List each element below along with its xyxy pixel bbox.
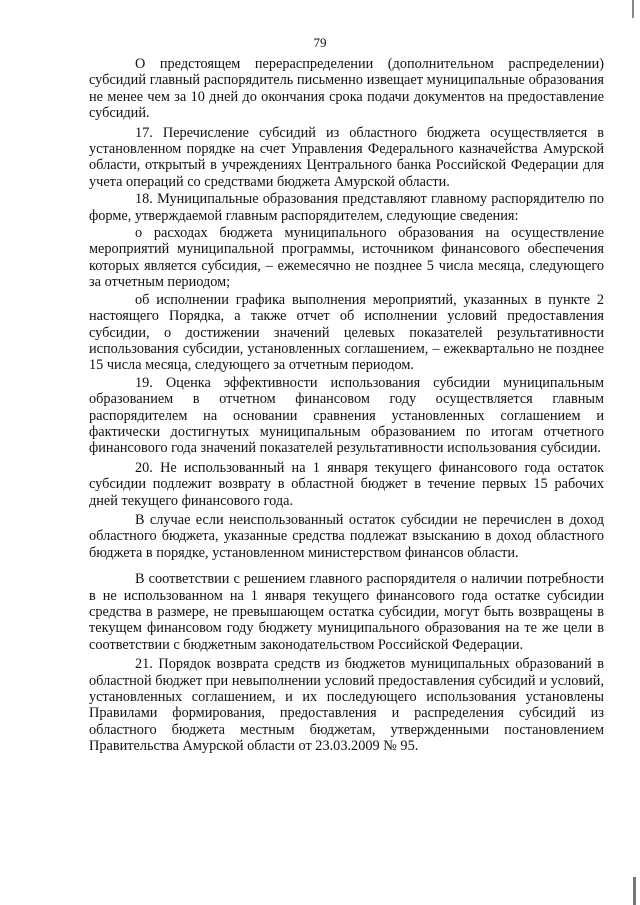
- paragraph-18-expenses: о расходах бюджета муниципального образования на осуществление мероприятий муниципальной программы, источником финансового обеспечения которых является субсидия, – ежемесячно не позднее 5 числа месяца, следующего за отчетным периодом;: [89, 225, 604, 291]
- paragraph-20: 20. Не использованный на 1 января текущего финансового года остаток субсидии подлежит возврату в областной бюджет в течение первых 15 рабочих дней текущего финансового года.: [89, 459, 604, 509]
- paragraph-20-recovery: В случае если неиспользованный остаток субсидии не перечислен в доход областного бюджета, указанные средства подлежат взысканию в доход областного бюджета в порядке, установленном министерством финансов области.: [89, 511, 604, 561]
- scan-edge-mark: [632, 0, 634, 18]
- paragraph-17: 17. Перечисление субсидий из областного бюджета осуществляется в установленном порядке на счет Управления Федерального казначейства Амурской области, открытый в учреждениях Центрального банка Российской Федерации для учета операций со средствами бюджета Амурской области.: [89, 124, 604, 190]
- paragraph-18: 18. Муниципальные образования представляют главному распорядителю по форме, утверждаемой главным распорядителем, следующие сведения:: [89, 191, 604, 224]
- scan-edge-mark: [633, 877, 636, 905]
- document-body: [89, 56, 604, 755]
- page-number: 79: [313, 35, 327, 50]
- paragraph-19: 19. Оценка эффективности использования субсидии муниципальным образованием в отчетном финансовом году осуществляется главным распорядителем на основании сравнения установленных соглашением и фактически достигнутых муниципальным образованием по итогам отчетного финансового года значений показателей результативности использования субсидии.: [89, 374, 604, 457]
- paragraph-21: 21. Порядок возврата средств из бюджетов муниципальных образований в областной бюджет при невыполнении условий предоставления субсидий и условий, установленных соглашением, и их последующего использования установлены Правилами формирования, предоставления и распределения субсидий из областного бюджета местным бюджетам, утвержденными постановлением Правительства Амурской области от 23.03.2009 № 95.: [89, 656, 604, 755]
- paragraph-redistribution-notice: О предстоящем перераспределении (дополнительном распределении) субсидий главный распорядитель письменно извещает муниципальные образования не менее чем за 10 дней до окончания срока подачи документов на предоставление субсидий.: [89, 56, 604, 122]
- paragraph-18-schedule: об исполнении графика выполнения мероприятий, указанных в пункте 2 настоящего Порядка, а также отчет об исполнении условий предоставления субсидии, о достижении значений целевых показателей результативности использования субсидии, установленных соглашением, – ежеквартально не позднее 15 числа месяца, следующего за отчетным периодом.: [89, 291, 604, 374]
- paragraph-20-return: В соответствии с решением главного распорядителя о наличии потребности в не использованном на 1 января текущего финансового года остатке субсидии средства в размере, не превышающем остатка субсидии, могут быть возвращены в текущем финансовом году бюджету муниципального образования на те же цели в соответствии с бюджетным законодательством Российской Федерации.: [89, 571, 604, 653]
